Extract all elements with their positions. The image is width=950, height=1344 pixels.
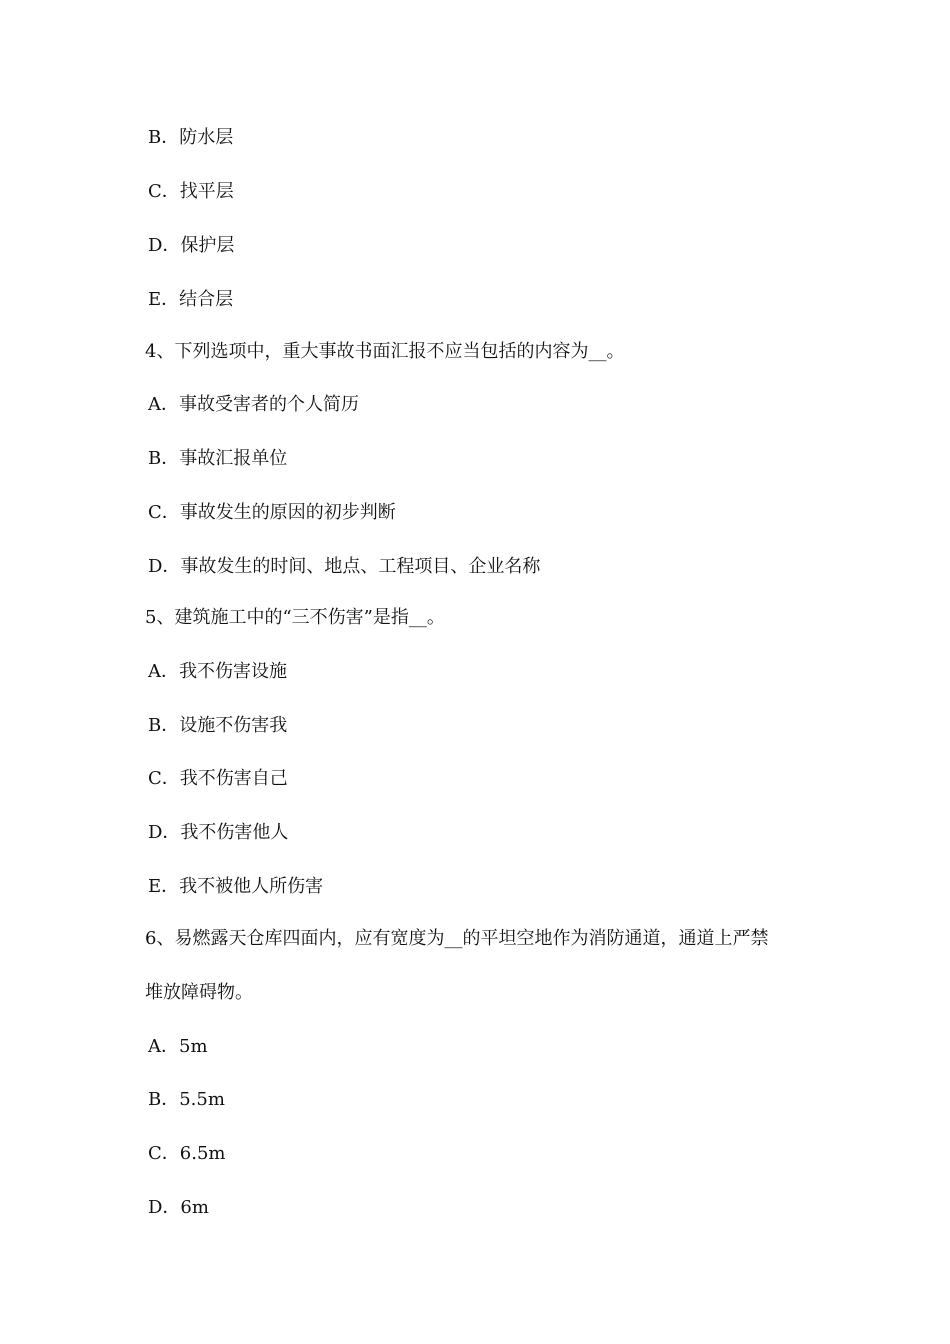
q5-option-d: D．我不伤害他人 [148,822,289,843]
q5-option-e: E．我不被他人所伤害 [148,876,324,897]
question-6: 6、易燃露天仓库四面内，应有宽度为__的平坦空地作为消防通道，通道上严禁 [145,928,769,949]
q5-option-c: C．我不伤害自己 [148,768,288,789]
q4-option-b: B．事故汇报单位 [148,448,288,469]
q4-option-c: C．事故发生的原因的初步判断 [148,502,396,523]
q6-option-d: D．6m [148,1197,209,1218]
q5-option-b: B．设施不伤害我 [148,715,288,736]
q5-option-a: A．我不伤害设施 [148,661,287,682]
option-b-waterproof-layer: B．防水层 [148,127,234,148]
option-d-protective-layer: D．保护层 [148,235,235,256]
q4-option-a: A．事故受害者的个人简历 [148,394,359,415]
question-4: 4、下列选项中，重大事故书面汇报不应当包括的内容为__。 [145,341,625,362]
option-c-leveling-layer: C．找平层 [148,181,234,202]
q6-option-a: A．5m [148,1036,208,1057]
q6-option-b: B．5.5m [148,1089,225,1110]
q6-option-c: C．6.5m [148,1143,226,1164]
option-e-bonding-layer: E．结合层 [148,289,234,310]
question-5: 5、建筑施工中的“三不伤害”是指__。 [145,607,445,628]
q4-option-d: D．事故发生的时间、地点、工程项目、企业名称 [148,556,541,577]
question-6-continuation: 堆放障碍物。 [145,982,253,1003]
